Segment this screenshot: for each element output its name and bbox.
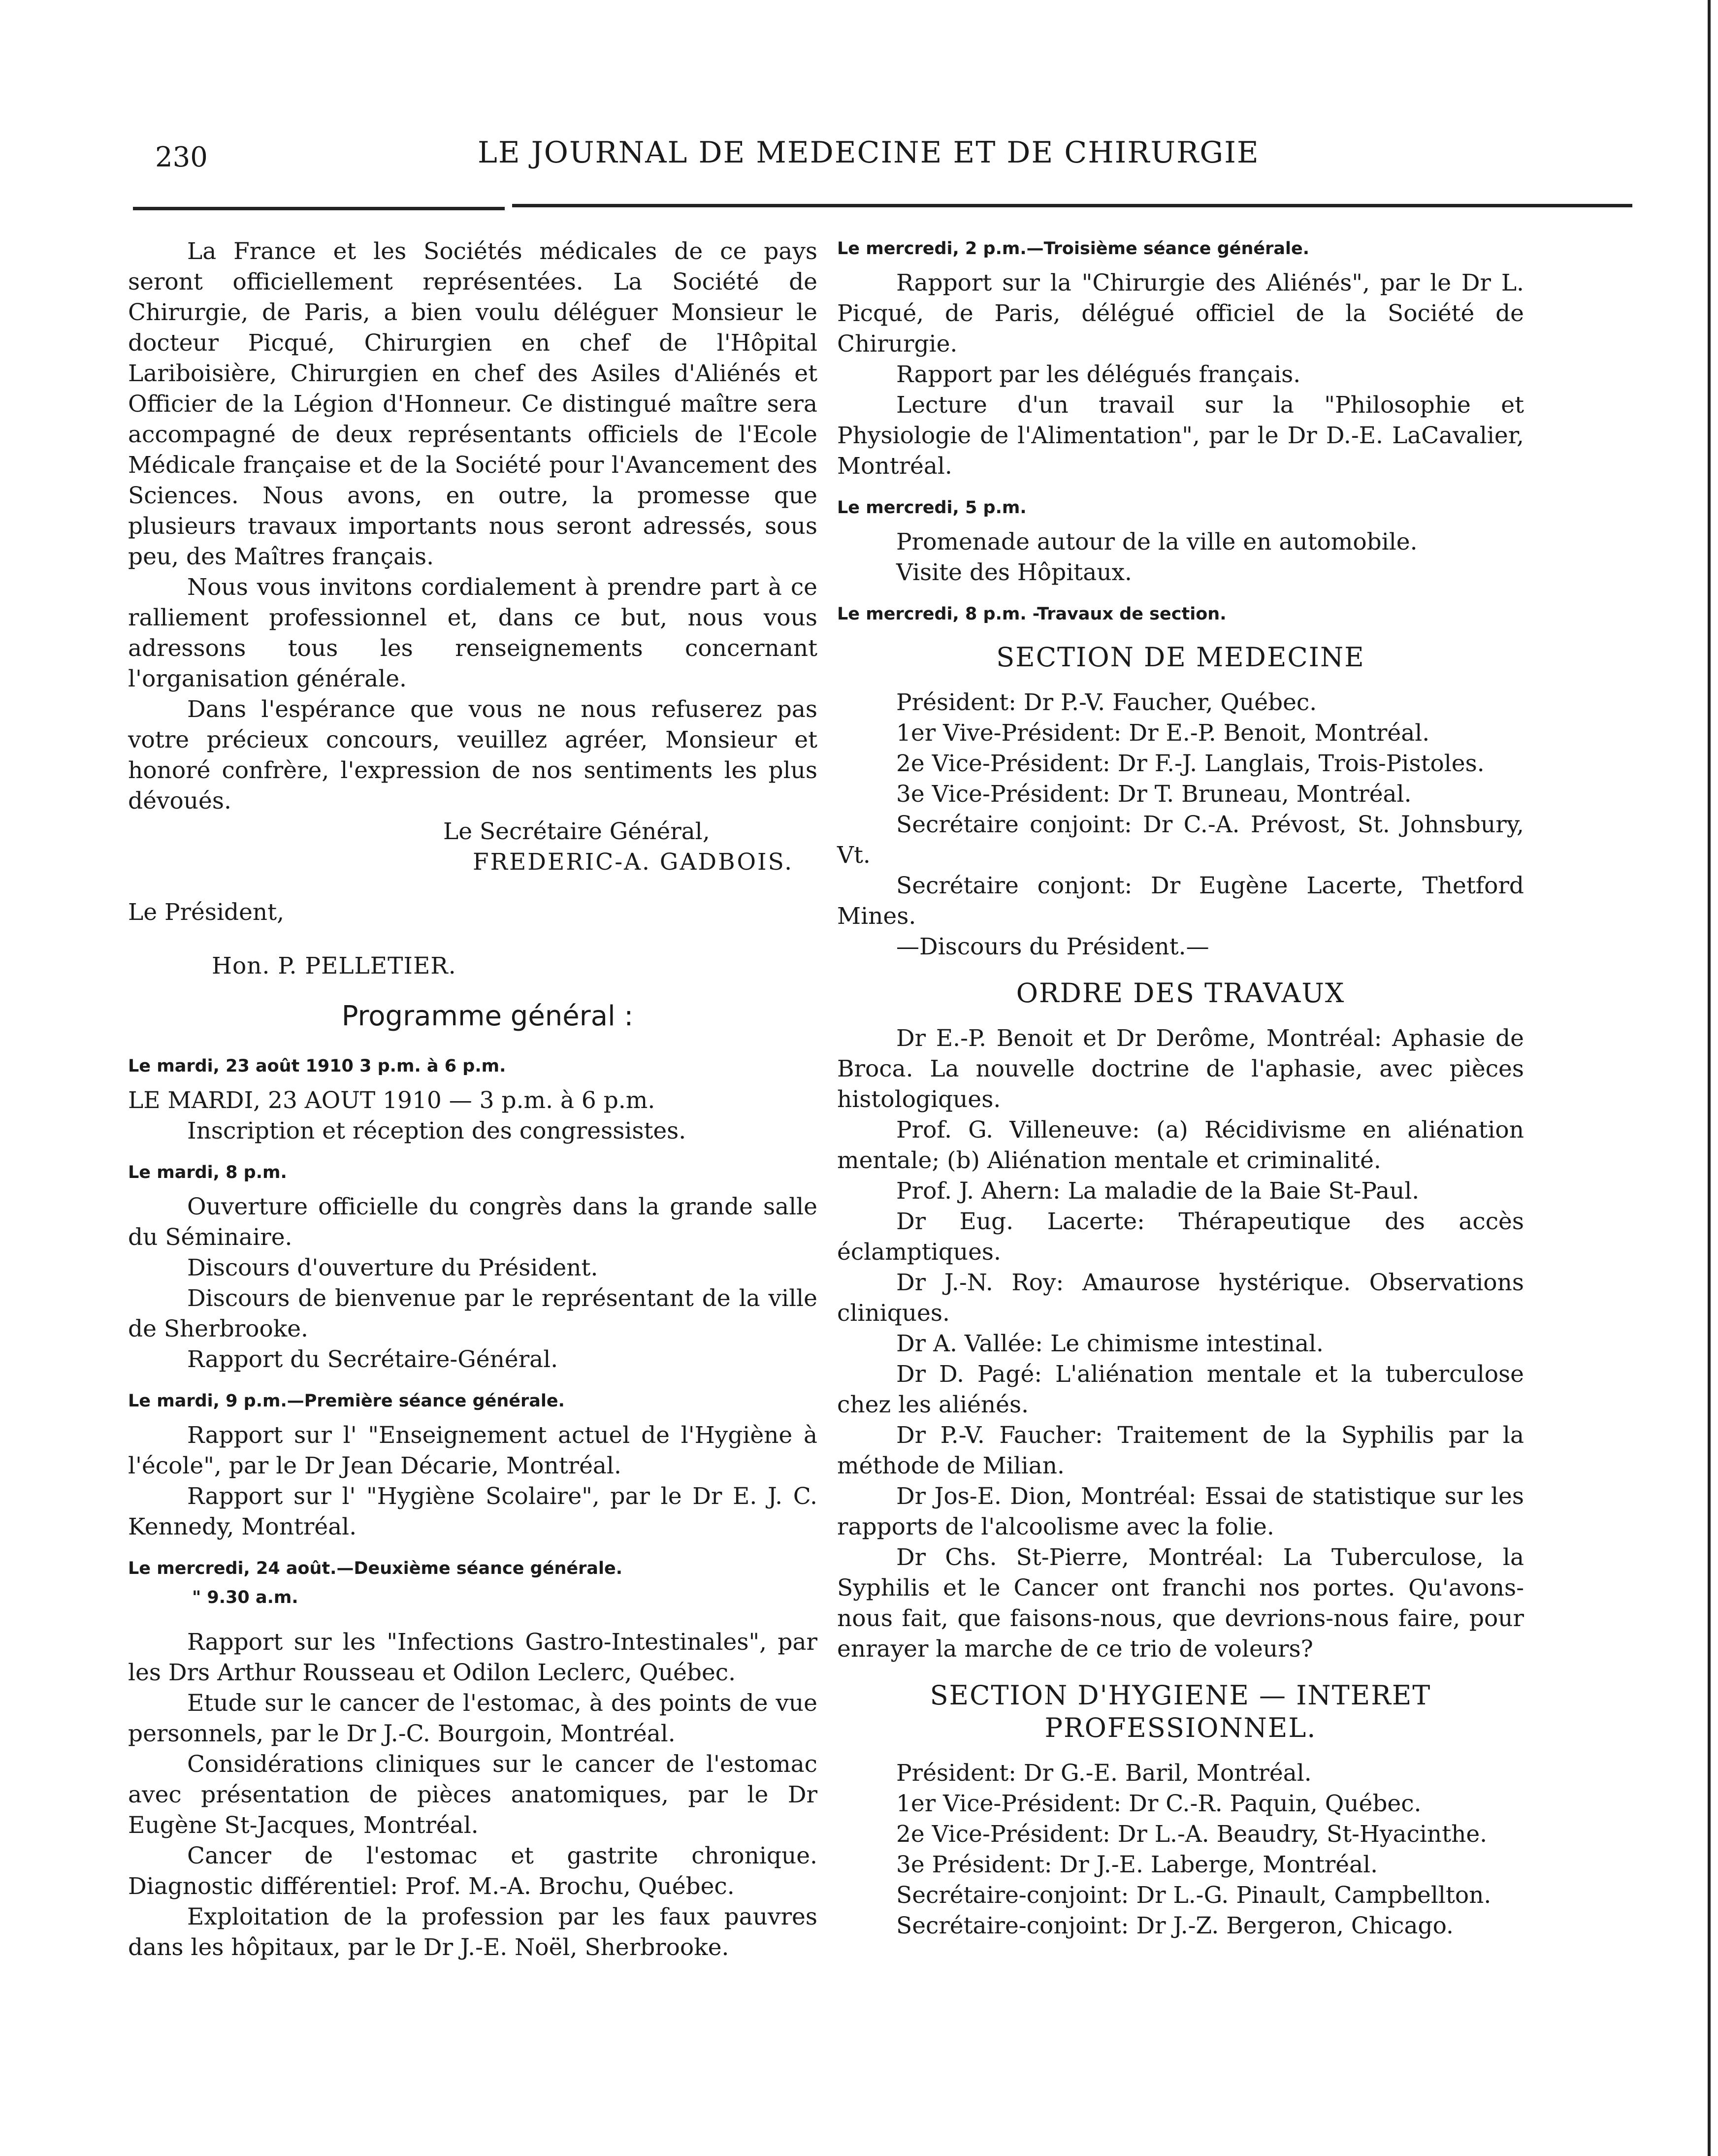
paragraph: Dans l'espérance que vous ne nous refuserez pas votre précieux concours, veuillez agréer, Monsieur et honoré confrère, l'expression de nos sentiments les plus dévoués. [128,696,817,815]
travail-item: Dr D. Pagé: L'aliénation mentale et la tuberculose chez les aliénés. [837,1361,1524,1418]
left-column [128,236,817,1963]
paragraph: Considérations cliniques sur le cancer de l'estomac avec présentation de pièces anatomiques, par le Dr Eugène St-Jacques, Montréal. [128,1751,817,1839]
paragraph: Nous vous invitons cordialement à prendre part à ce ralliement professionnel et, dans ce but, nous vous adressons tous les renseignements concernant l'organisation générale. [128,574,817,692]
officer-line: Secrétaire conjont: Dr Eugène Lacerte, Thetford Mines. [837,872,1524,930]
paragraph: Ouverture officielle du congrès dans la grande salle du Séminaire. [128,1193,817,1251]
paragraph: Exploitation de la profession par les faux pauvres dans les hôpitaux, par le Dr J.-E. Noël, Sherbrooke. [128,1903,817,1961]
travail-item: Dr Eug. Lacerte: Thérapeutique des accès éclamptiques. [837,1208,1524,1266]
paragraph: Rapport du Secrétaire-Général. [187,1346,558,1373]
discours-line: —Discours du Président.— [896,933,1209,960]
officer-line: 2e Vice-Président: Dr L.-A. Beaudry, St-Hyacinthe. [896,1821,1488,1848]
president-name: Hon. P. PELLETIER. [212,952,456,980]
paragraph: Discours de bienvenue par le représentant de la ville de Sherbrooke. [128,1285,817,1342]
session-line: LE MARDI, 23 AOUT 1910 — 3 p.m. à 6 p.m. [128,1087,655,1114]
session-heading: Le mercredi, 8 p.m. -Travaux de section. [837,604,1227,624]
session-line: Inscription et réception des congressistes. [187,1117,686,1144]
travail-item: Dr A. Vallée: Le chimisme intestinal. [896,1330,1324,1357]
paragraph: Rapport sur les "Infections Gastro-Intestinales", par les Drs Arthur Rousseau et Odilon Leclerc, Québec. [128,1629,817,1686]
travail-item: Prof. J. Ahern: La maladie de la Baie St-Paul. [896,1177,1420,1205]
paragraph: Rapport par les délégués français. [896,361,1301,388]
journal-title: LE JOURNAL DE MEDECINE ET DE CHIRURGIE [478,135,1260,170]
officer-line: Président: Dr P.-V. Faucher, Québec. [896,689,1317,716]
paragraph: La France et les Sociétés médicales de ce pays seront officiellement représentées. La Société de Chirurgie, de Paris, a bien voulu déléguer Monsieur le docteur Picqué, Chirurgien en chef de l'Hôpital Lariboisière, Chirurgien en chef des Asiles d'Aliénés et Officier de la Légion d'Honneur. Ce distingué maître sera accompagné de deux représentants officiels de l'Ecole Médicale française et de la Société pour l'Avancement des Sciences. Nous avons, en outre, la promesse que plusieurs travaux importants nous seront adressés, sous peu, des Maîtres français. [128,238,817,570]
session-line: Visite des Hôpitaux. [896,559,1132,586]
session-heading: Le mardi, 8 p.m. [128,1163,287,1182]
travail-item: Dr E.-P. Benoit et Dr Derôme, Montréal: Aphasie de Broca. La nouvelle doctrine de l'aphasie, avec pièces histologiques. [837,1025,1524,1113]
right-column [837,236,1524,1941]
officer-line: 2e Vice-Président: Dr F.-J. Langlais, Trois-Pistoles. [896,750,1485,777]
officer-line: 3e Vice-Président: Dr T. Bruneau, Montréal. [896,781,1412,808]
section-title-hygiene: SECTION D'HYGIENE — INTERET PROFESSIONNEL. [930,1680,1431,1743]
paragraph: Rapport sur la "Chirurgie des Aliénés", par le Dr L. Picqué, de Paris, délégué officiel de la Société de Chirurgie. [837,269,1524,358]
officer-line: Secrétaire conjoint: Dr C.-A. Prévost, St. Johnsbury, Vt. [837,811,1524,869]
travail-item: Dr Chs. St-Pierre, Montréal: La Tuberculose, la Syphilis et le Cancer ont franchi nos portes. Qu'avons-nous fait, que faisons-nous, que devrions-nous faire, pour enrayer la marche de ce trio de voleurs? [837,1544,1524,1663]
paragraph: Rapport sur l' "Hygiène Scolaire", par le Dr E. J. C. Kennedy, Montréal. [128,1483,817,1540]
page-number: 230 [155,141,208,173]
section-title-medecine: SECTION DE MEDECINE [996,642,1365,673]
paragraph: Lecture d'un travail sur la "Philosophie et Physiologie de l'Alimentation", par le Dr D.-E. LaCavalier, Montréal. [837,392,1524,480]
medecine-officers [837,687,1524,810]
ordre-title: ORDRE DES TRAVAUX [1016,978,1345,1009]
travail-item: Dr P.-V. Faucher: Traitement de la Syphilis par la méthode de Milian. [837,1422,1524,1479]
signature-name: FREDERIC-A. GADBOIS. [473,849,794,876]
officer-line: 1er Vive-Président: Dr E.-P. Benoit, Montréal. [896,719,1430,747]
travail-item: Dr Jos-E. Dion, Montréal: Essai de statistique sur les rapports de l'alcoolisme avec la folie. [837,1483,1524,1540]
officer-line: Secrétaire-conjoint: Dr L.-G. Pinault, Campbellton. [896,1882,1491,1909]
paragraph: Rapport sur l' "Enseignement actuel de l'Hygiène à l'école", par le Dr Jean Décarie, Montréal. [128,1422,817,1479]
signature-title: Le Secrétaire Général, [443,818,710,845]
president-title: Le Président, [128,899,285,926]
header-rule-right [512,204,1632,207]
session-heading: Le mardi, 23 août 1910 3 p.m. à 6 p.m. [128,1056,506,1076]
hygiene-officers [837,1758,1524,1941]
session-heading: Le mardi, 9 p.m.—Première séance générale. [128,1391,565,1411]
programme-title: Programme général : [341,1000,634,1032]
paragraph: Discours d'ouverture du Président. [187,1254,598,1281]
session-heading: Le mercredi, 2 p.m.—Troisième séance générale. [837,239,1310,259]
page-edge-line [1708,0,1711,2156]
running-header [133,135,1645,180]
header-rule-left [133,207,505,210]
officer-line: Président: Dr G.-E. Baril, Montréal. [896,1760,1312,1787]
paragraph: Cancer de l'estomac et gastrite chronique. Diagnostic différentiel: Prof. M.-A. Brochu, Québec. [128,1842,817,1900]
officer-line: 3e Président: Dr J.-E. Laberge, Montréal. [896,1851,1378,1878]
session-heading: Le mercredi, 5 p.m. [837,498,1027,518]
officer-line: 1er Vice-Président: Dr C.-R. Paquin, Québec. [896,1790,1422,1817]
session-time: " 9.30 a.m. [192,1588,298,1607]
officer-line: Secrétaire-conjoint: Dr J.-Z. Bergeron, Chicago. [896,1912,1454,1939]
session-heading: Le mercredi, 24 août.—Deuxième séance générale. [128,1559,623,1578]
travail-item: Prof. G. Villeneuve: (a) Récidivisme en aliénation mentale; (b) Aliénation mentale et criminalité. [837,1116,1524,1174]
session-line: Promenade autour de la ville en automobile. [896,528,1418,555]
travail-item: Dr J.-N. Roy: Amaurose hystérique. Observations cliniques. [837,1269,1524,1327]
paragraph: Etude sur le cancer de l'estomac, à des points de vue personnels, par le Dr J.-C. Bourgoin, Montréal. [128,1690,817,1747]
